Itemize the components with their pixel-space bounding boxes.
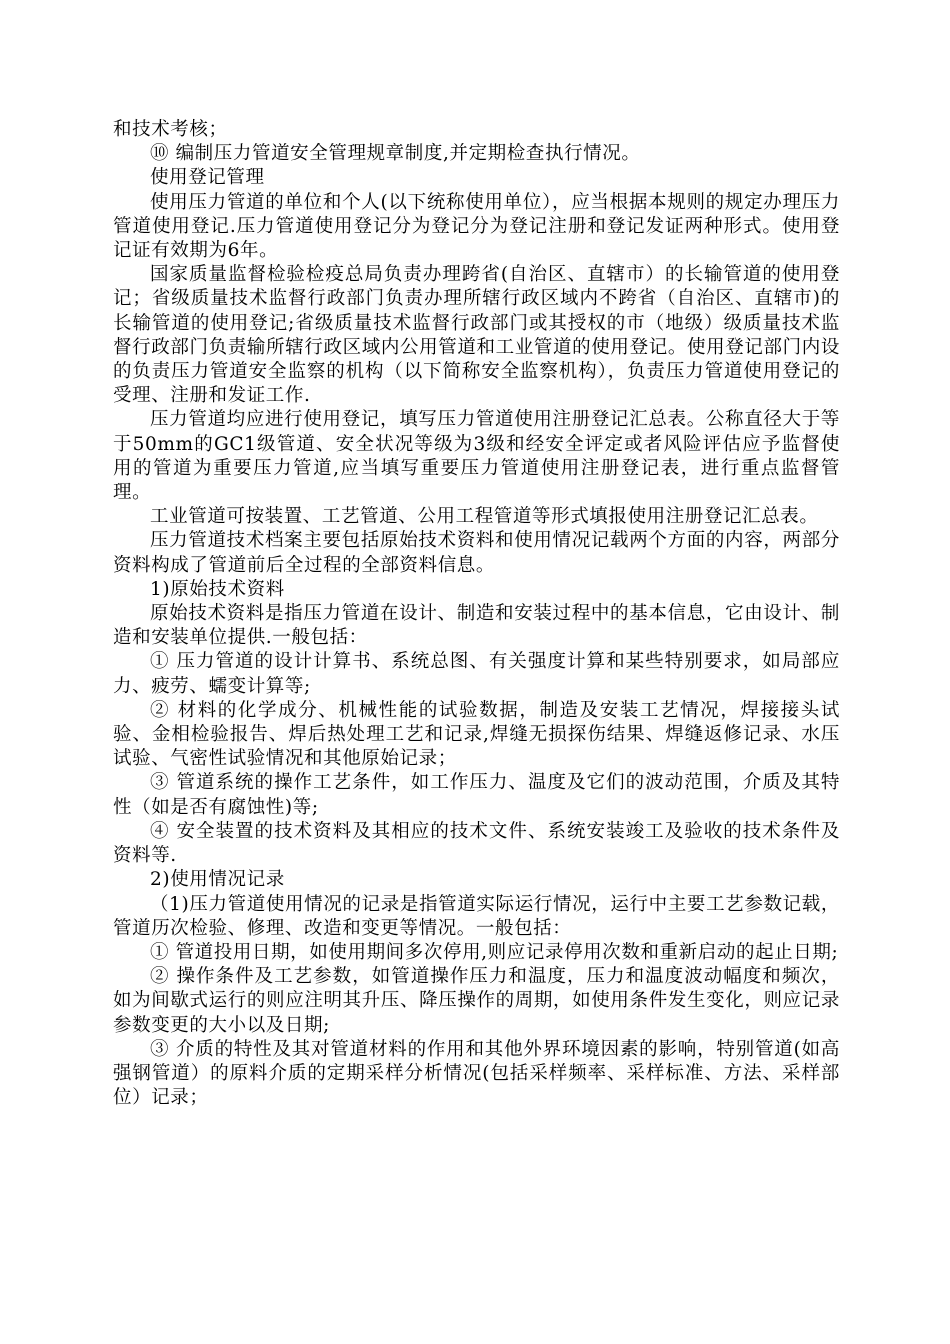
paragraph-7: 工业管道可按装置、工艺管道、公用工程管道等形式填报使用注册登记汇总表。: [150, 506, 819, 528]
paragraph-10: 原始技术资料是指压力管道在设计、制造和安装过程中的基本信息，它由设计、制造和安装单位提供.一般包括：: [113, 603, 840, 649]
list-item-3: ③ 管道系统的操作工艺条件，如工作压力、温度及它们的波动范围，介质及其特性（如是否有腐蚀性)等;: [113, 772, 840, 818]
paragraph-5: 国家质量监督检验检疫总局负责办理跨省(自治区、直辖市）的长输管道的使用登记；省级质量技术监督行政部门负责办理所辖行政区域内不跨省（自治区、直辖市)的长输管道的使用登记;省级质量技术监督行政部门或其授权的市（地级）级质量技术监督行政部门负责输所辖行政区域内公用管道和工业管道的使用登记。使用登记部门内设的负责压力管道安全监察的机构（以下简称安全监察机构），负责压力管道使用登记的受理、注册和发证工作.: [113, 264, 840, 407]
section-heading-registration: 使用登记管理: [150, 167, 265, 189]
section-heading-original-data: 1)原始技术资料: [150, 578, 285, 600]
paragraph-8: 压力管道技术档案主要包括原始技术资料和使用情况记载两个方面的内容，两部分资料构成了管道前后全过程的全部资料信息。: [113, 530, 840, 576]
paragraph-2: ⑩ 编制压力管道安全管理规章制度,并定期检查执行情况。: [150, 143, 641, 165]
paragraph-1: 和技术考核；: [113, 119, 228, 140]
paragraph-6: 压力管道均应进行使用登记，填写压力管道使用注册登记汇总表。公称直径大于等于50mm的GC1级管道、安全状况等级为3级和经安全评定或者风险评估应予监督使用的管道为重要压力管道,应当填写重要压力管道使用注册登记表，进行重点监督管理。: [113, 409, 840, 504]
paragraph-16: （1)压力管道使用情况的记录是指管道实际运行情况，运行中主要工艺参数记载，管道历次检验、修理、改造和变更等情况。一般包括：: [113, 893, 840, 939]
usage-list-item-1: ① 管道投用日期，如使用期间多次停用,则应记录停用次数和重新启动的起止日期;: [150, 941, 839, 963]
list-item-1: ① 压力管道的设计计算书、系统总图、有关强度计算和某些特别要求，如局部应力、疲劳、蠕变计算等;: [113, 651, 840, 697]
document-page: [113, 118, 840, 1110]
usage-list-item-3: ③ 介质的特性及其对管道材料的作用和其他外界环境因素的影响，特别管道(如高强钢管道）的原料介质的定期采样分析情况(包括采样频率、采样标准、方法、采样部位）记录；: [113, 1038, 840, 1109]
paragraph-4: 使用压力管道的单位和个人(以下统称使用单位），应当根据本规则的规定办理压力管道使用登记.压力管道使用登记分为登记分为登记注册和登记发证两种形式。使用登记证有效期为6年。: [113, 191, 840, 262]
list-item-2: ② 材料的化学成分、机械性能的试验数据，制造及安装工艺情况，焊接接头试验、金相检验报告、焊后热处理工艺和记录,焊缝无损探伤结果、焊缝返修记录、水压试验、气密性试验情况和其他原始记录；: [113, 699, 840, 770]
list-item-4: ④ 安全装置的技术资料及其相应的技术文件、系统安装竣工及验收的技术条件及资料等.: [113, 820, 840, 867]
section-heading-usage-record: 2)使用情况记录: [150, 869, 285, 891]
usage-list-item-2: ② 操作条件及工艺参数，如管道操作压力和温度，压力和温度波动幅度和频次，如为间歇式运行的则应注明其升压、降压操作的周期，如使用条件发生变化，则应记录参数变更的大小以及日期;: [113, 966, 840, 1036]
